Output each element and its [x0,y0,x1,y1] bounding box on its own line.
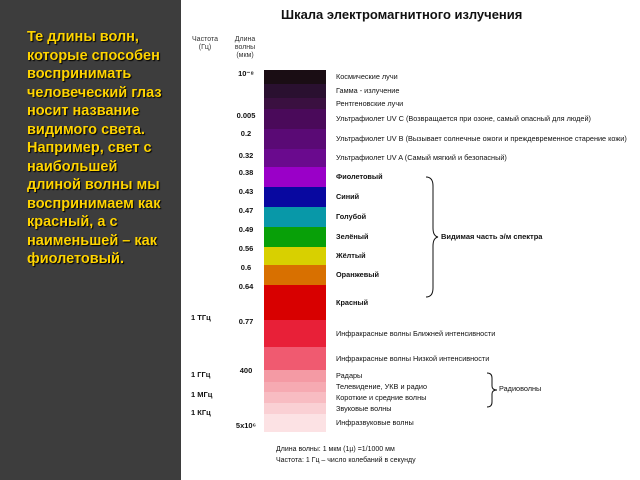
band-label: Оранжевый [336,270,379,279]
band-label: Инфразвуковые волны [336,418,414,427]
band-label: Инфракрасные волны Низкой интенсивности [336,353,490,363]
frequency-value: 1 ГГц [191,370,211,379]
radio-waves-brace [486,372,498,408]
band-label: Рентгеновские лучи [336,98,404,108]
wavelength-value: 0.47 [238,206,254,215]
band-label: Звуковые волны [336,403,392,413]
slide-body-text [27,28,177,269]
wavelength-value: 0.56 [238,244,254,253]
body-line: красный, а с [27,214,118,230]
body-line: воспринимать [27,66,132,82]
body-line: Например, свет с [27,140,152,156]
body-line: фиолетовый. [27,251,124,267]
body-line: длиной волны мы [27,177,160,193]
spectrum-band [264,370,326,382]
band-label: Короткие и средние волны [336,392,427,402]
band-label: Инфракрасные волны Ближней интенсивности [336,328,496,338]
spectrum-band [264,207,326,227]
spectrum-band [264,403,326,414]
band-label: Гамма - излучение [336,86,400,95]
spectrum-band [264,167,326,187]
body-line: воспринимаем как [27,195,161,212]
band-label: Телевидение, УКВ и радио [336,382,428,391]
wavelength-value: 0.43 [238,187,254,196]
band-label: Ультрафиолет UV A (Самый мягкий и безопасный) [336,153,507,162]
band-label: Синий [336,192,360,201]
band-label: Фиолетовый [336,172,383,181]
footnote-frequency: Частота: 1 Гц – число колебаний в секунду [276,457,416,464]
visible-spectrum-brace [425,176,439,298]
band-label: Ультрафиолет UV C (Возвращается при озоне, самый опасный для людей) [336,114,591,123]
wavelength-value: 0.005 [236,111,256,120]
spectrum-band [264,347,326,370]
spectrum-band [264,285,326,320]
spectrum-band [264,187,326,207]
band-label: Радары [336,371,363,380]
spectrum-band [264,109,326,129]
wavelength-value: 0.6 [240,263,252,272]
body-line: наибольшей [27,158,118,175]
wavelength-value: 0.2 [240,129,252,138]
footnote-wavelength: Длина волны: 1 мкм (1µ) =1/1000 мм [276,446,395,453]
radio-waves-label: Радиоволны [499,384,542,393]
body-line: носит название [27,103,140,119]
wavelength-value: 0.64 [238,282,254,291]
frequency-value: 1 ТГц [191,313,211,322]
spectrum-band [264,227,326,247]
frequency-value: 1 МГц [191,390,213,399]
spectrum-band [264,265,326,285]
band-label: Голубой [336,212,367,221]
body-line: которые способен [27,47,160,64]
spectrum-band [264,247,326,265]
wavelength-column-header: Длина волны (мкм) [234,36,256,59]
body-line: наименьшей – как [27,232,157,249]
body-line: Те длины волн, [27,29,139,45]
chart-title: Шкала электромагнитного излучения [281,7,523,22]
wavelength-value: 5x10⁶ [235,421,257,430]
spectrum-band [264,392,326,403]
spectrum-band [264,98,326,109]
body-line: видимого света. [27,121,145,138]
band-label: Ультрафиолет UV B (Вызывает солнечные ожоги и преждевременное старение кожи) [336,134,627,143]
spectrum-band [264,382,326,392]
wavelength-value: 400 [239,366,253,375]
band-label: Зелёный [336,232,369,241]
spectrum-band [264,70,326,84]
wavelength-value: 0.38 [238,168,254,177]
wavelength-value: 10⁻⁸ [238,69,254,78]
spectrum-chart-image [181,0,640,480]
frequency-column-header: Частота (Гц) [192,36,218,51]
wavelength-value: 0.77 [238,317,254,326]
visible-spectrum-label: Видимая часть э/м спектра [441,232,543,241]
spectrum-band [264,414,326,432]
frequency-value: 1 КГц [191,408,211,417]
wavelength-value: 0.32 [238,151,254,160]
body-line: человеческий глаз [27,84,162,101]
band-label: Космические лучи [336,72,398,81]
spectrum-band [264,320,326,347]
wavelength-value: 0.49 [238,225,254,234]
band-label: Жёлтый [336,251,366,260]
spectrum-band [264,129,326,149]
band-label: Красный [336,297,369,307]
spectrum-band [264,149,326,167]
spectrum-band [264,84,326,98]
left-text-panel [0,0,181,480]
